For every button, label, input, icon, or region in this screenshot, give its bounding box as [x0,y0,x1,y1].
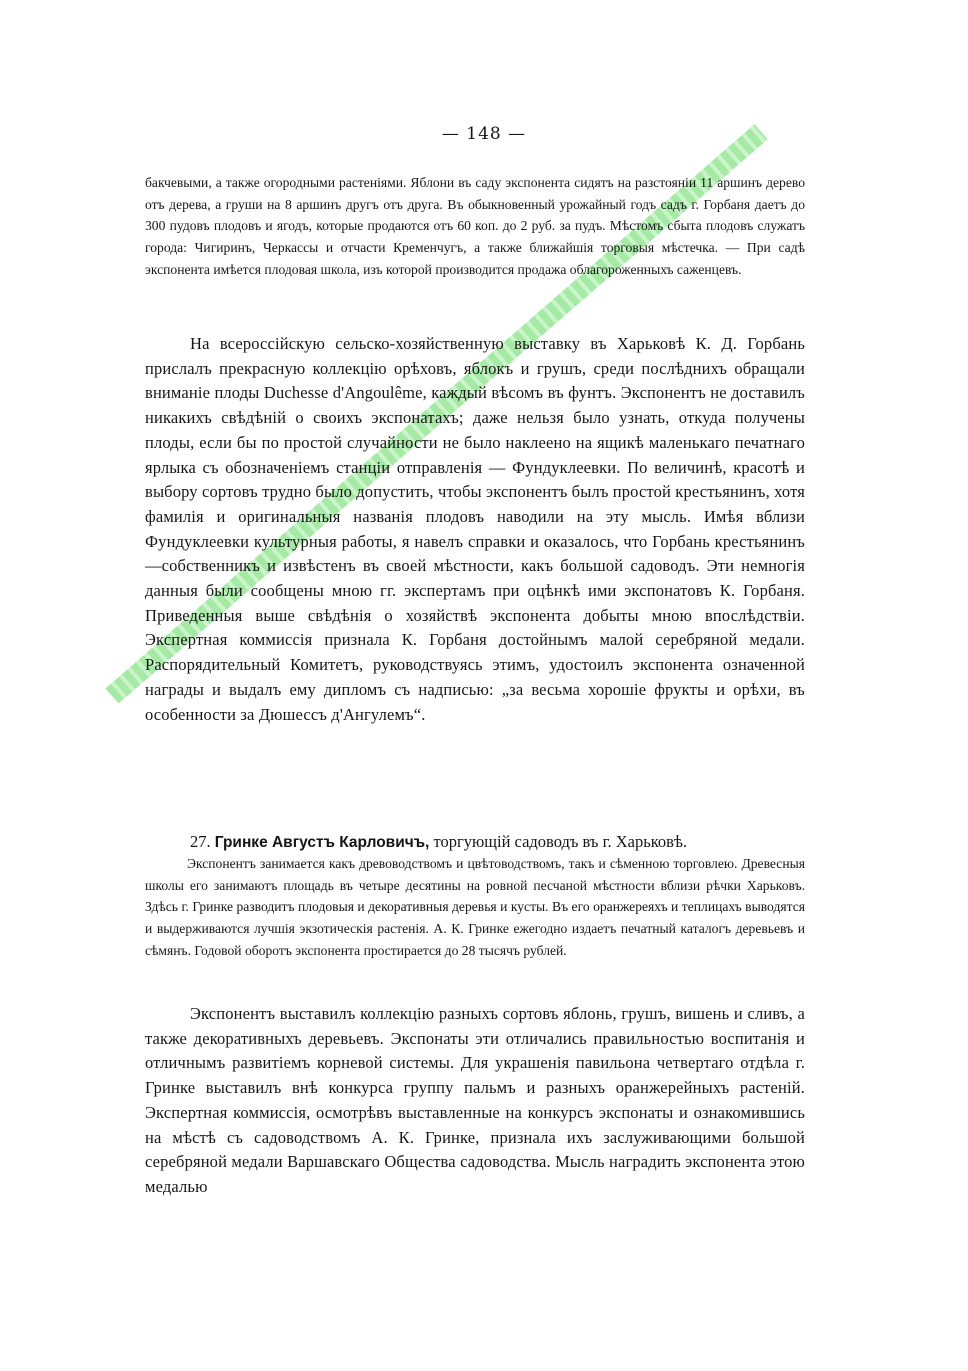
paragraph-horban-exhibit [145,332,805,727]
paragraph-text: бакчевыми, а также огородными растеніями. Яблони въ саду экспонента сидятъ на разстояніи 11 аршинъ дерево отъ дерева, а груши на 8 аршинъ другъ отъ друга. Въ обыкновенный урожайный годъ садъ г. Горбаня даетъ до 300 пудовъ плодовъ и ягодъ, которые продаются отъ 60 коп. до 2 руб. за пудъ. Мѣстомъ сбыта плодовъ служатъ города: Чигиринъ, Черкассы и отчасти Кременчугъ, а также ближайшія торговыя мѣстечка. — При садѣ экспонента имѣется плодовая школа, изъ которой производится продажа облагороженныхъ саженцевъ. [145,175,805,277]
entry-number: 27. [190,832,211,851]
entry-heading [145,830,805,855]
entry-name: Гринке Августъ Карловичъ, [214,834,430,851]
paragraph-text: Экспонентъ выставилъ коллекцію разныхъ сортовъ яблонь, грушъ, вишень и сливъ, а также декоративныхъ деревьевъ. Экспонаты эти отличались правильностью воспитанія и отличнымъ развитіемъ корневой системы. Для украшенія павильона четвертаго отдѣла г. Гринке выставилъ внѣ конкурса группу пальмъ и разныхъ оранжерейныхъ растеній. Экспертная коммиссія, осмотрѣвъ выставленные на конкурсъ экспонаты и ознакомившись на мѣстѣ съ садоводствомъ А. К. Гринке, признала ихъ заслуживающими большой серебряной медали Варшавскаго Общества садоводства. Мысль наградить экспонента этою медалью [145,1004,805,1196]
paragraph-intro [145,172,805,281]
paragraph-text: На всероссійскую сельско-хозяйственную выставку въ Харьковѣ К. Д. Горбань прислалъ прекрасную коллекцію орѣховъ, яблокъ и грушъ, среди послѣднихъ обращали вниманіе плоды Duchesse d'Angoulême, каждый вѣсомъ въ фунтъ. Экспонентъ не доставилъ никакихъ свѣдѣній о своихъ экспонатахъ; даже нельзя было узнать, откуда получены плоды, если бы по простой случайности не было наклеено на ящикѣ маленькаго печатнаго ярлыка съ обозначеніемъ станціи отправленія — Фундуклеевки. По величинѣ, красотѣ и выбору сортовъ трудно было допустить, чтобы экспонентъ былъ простой крестьянинъ, хотя фамилія и оригинальныя названія плодовъ наводили на эту мысль. Имѣя вблизи Фундуклеевки культурныя работы, я навелъ справки и оказалось, что Горбань крестьянинъ—собственникъ и извѣстенъ въ своей мѣстности, какъ большой садоводъ. Эти немногія данныя были сообщены мною гг. экспертамъ при оцѣнкѣ ими экспонатовъ К. Горбаня. Приведенныя выше свѣдѣнія о хозяйствѣ экспонента добыты мною впослѣдствіи. Экспертная коммиссія признала К. Горбаня достойнымъ малой серебряной медали. Распорядительный Комитетъ, руководствуясь этимъ, удостоилъ экспонента означенной награды и выдалъ ему дипломъ съ надписью: „за весьма хорошіе фрукты и орѣхи, въ особенности за Дюшессъ д'Ангулемъ“. [145,334,805,724]
paragraph-text: Экспонентъ занимается какъ древоводствомъ и цвѣтоводствомъ, такъ и сѣменною торговлею. Древесныя школы его занимаютъ площадь въ четыре десятины на ровной песчаной мѣстности вблизи рѣчки Харьковъ. Здѣсь г. Гринке разводитъ плодовыя и декоративныя деревья и кусты. Въ его оранжереяхъ и теплицахъ выводятся и выдерживаются лучшія экзотическія растенія. А. К. Гринке ежегодно издаетъ печатный каталогъ деревьевъ и сѣмянъ. Годовой оборотъ экспонента простирается до 28 тысячъ рублей. [145,856,805,958]
entry-title: торгующій садоводъ въ г. Харьковѣ. [433,832,688,851]
page-number: — 148 — [441,124,527,144]
paragraph-grinke-exhibit [145,1002,805,1200]
paragraph-grinke-info [145,853,805,962]
